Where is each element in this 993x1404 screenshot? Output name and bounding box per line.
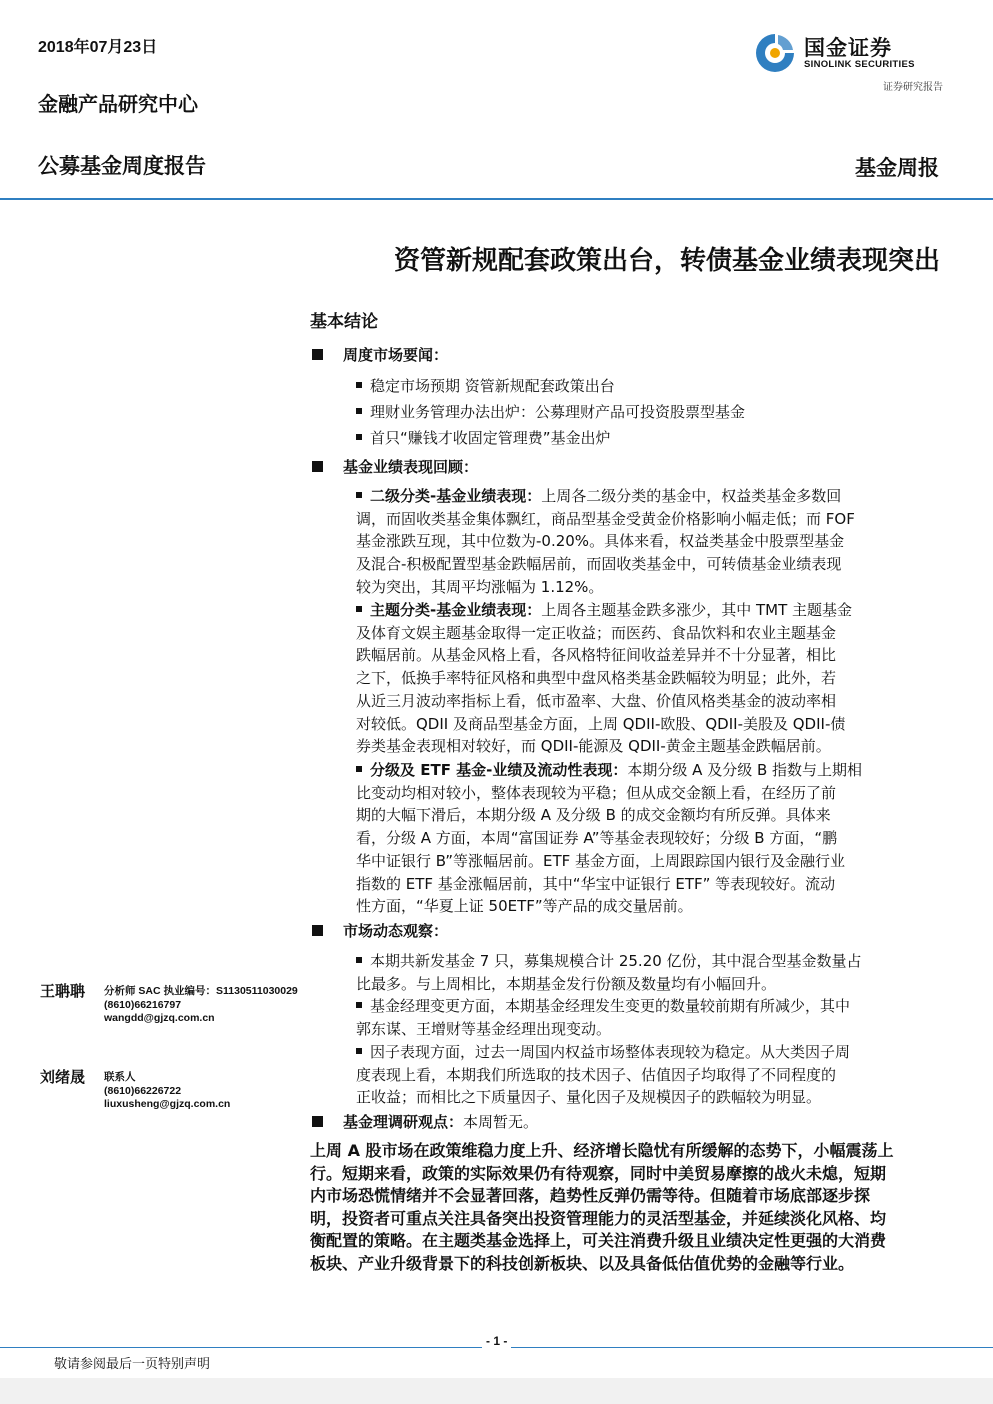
- text-line-content: 上周各主题基金跌多涨少，其中 TMT 主题基金: [541, 601, 853, 619]
- text-line: [356, 1041, 932, 1064]
- section-heading-text: 周度市场要闻：: [343, 346, 449, 364]
- analyst-name: 王聃聃: [40, 982, 86, 1000]
- section-heading: [312, 344, 448, 365]
- paragraph: [356, 1041, 932, 1109]
- list-item: [356, 427, 611, 448]
- text-line: 上周 A 股市场在政策维稳力度上升、经济增长隐忧有所缓解的态势下，小幅震荡上: [310, 1141, 894, 1160]
- text-line: 期的大幅下滑后，本期分级 A 及分级 B 的成交金额均有所反弹。具体来: [356, 806, 831, 825]
- text-line: 指数的 ETF 基金涨幅居前，其中“华宝中证银行 ETF” 等表现较好。流动: [356, 874, 836, 893]
- small-square-bullet-icon: [356, 382, 362, 388]
- square-bullet-icon: [312, 349, 323, 360]
- square-bullet-icon: [312, 1116, 323, 1127]
- list-item: [356, 401, 745, 422]
- section-heading-text: 基金理调研观点：: [343, 1113, 464, 1131]
- text-line: 板块、产业升级背景下的科技创新板块、以及具备低估值优势的金融等行业。: [310, 1253, 855, 1273]
- text-line: 衡配置的策略。在主题类基金选择上，可关注消费升级且业绩决定性更强的大消费: [310, 1231, 887, 1251]
- investment-summary: [310, 1140, 948, 1276]
- text-line: 从近三月波动率指标上看，低市盈率、大盘、价值风格类基金的波动率相: [356, 691, 837, 710]
- small-square-bullet-icon: [356, 434, 362, 440]
- text-line: 行。短期来看，政策的实际效果仍有待观察，同时中美贸易摩擦的战火未熄，短期: [310, 1163, 887, 1183]
- page-number: - 1 -: [482, 1334, 511, 1348]
- paragraph: [356, 759, 932, 918]
- text-line: [356, 485, 932, 508]
- logo-name-cn: 国金证券: [804, 36, 892, 60]
- analyst-name: 刘绪晟: [40, 1068, 86, 1086]
- text-line: 度表现上看，本期我们所选取的技术因子、估值因子均取得了不同程度的: [356, 1065, 837, 1084]
- analyst-contact: [104, 1071, 230, 1112]
- paragraph-lead: 二级分类-基金业绩表现：: [370, 487, 542, 505]
- small-square-bullet-icon: [356, 957, 362, 963]
- paragraph: [356, 950, 932, 995]
- section-heading: [312, 920, 448, 941]
- list-item-text: 稳定市场预期 资管新规配套政策出台: [370, 377, 615, 395]
- text-line: [356, 599, 932, 622]
- analyst-phone: (8610)66216797: [104, 998, 182, 1011]
- conclusion-heading: 基本结论: [310, 312, 378, 332]
- paragraph: [356, 485, 932, 599]
- report-date: 2018年07月23日: [38, 39, 158, 56]
- square-bullet-icon: [312, 461, 323, 472]
- small-square-bullet-icon: [356, 492, 362, 498]
- text-line: 比最多。与上周相比，本期基金发行份额及数量均有小幅回升。: [356, 974, 777, 993]
- analyst-role: 联系人: [104, 1071, 136, 1083]
- section-heading-text: 市场动态观察：: [343, 922, 449, 940]
- text-line-content: 本期共新发基金 7 只，募集规模合计 25.20 亿份，其中混合型基金数量占: [370, 952, 862, 970]
- list-item-text: 首只“赚钱才收固定管理费”基金出炉: [370, 429, 611, 447]
- text-line: [356, 995, 932, 1018]
- list-item-text: 理财业务管理办法出炉：公募理财产品可投资股票型基金: [370, 403, 746, 421]
- analyst-email[interactable]: wangdd@gjzq.com.cn: [104, 1012, 215, 1024]
- analyst-role: 分析师 SAC 执业编号：S1130511030029: [104, 985, 298, 997]
- text-line: 较为突出，其周平均涨幅为 1.12%。: [356, 577, 604, 596]
- text-line: 跌幅居前。从基金风格上看，各风格特征间收益差异并不十分显著，相比: [356, 646, 837, 665]
- text-line: 对较低。QDII 及商品型基金方面，上周 QDII-欧股、QDII-美股及 QDII-债: [356, 714, 846, 733]
- header-divider: [0, 198, 993, 200]
- text-line: 明，投资者可重点关注具备突出投资管理能力的灵活型基金，并延续淡化风格、均: [310, 1208, 887, 1228]
- text-line: 及体育文娱主题基金取得一定正收益；而医药、食品饮料和农业主题基金: [356, 623, 837, 642]
- paragraph-lead: 主题分类-基金业绩表现：: [370, 601, 542, 619]
- small-square-bullet-icon: [356, 1002, 362, 1008]
- text-line: 基金涨跌互现，其中位数为-0.20%。具体来看，权益类基金中股票型基金: [356, 532, 845, 551]
- section-heading: [312, 1111, 538, 1132]
- text-line: 看，分级 A 方面，本周“富国证券 A”等基金表现较好；分级 B 方面，“鹏: [356, 829, 838, 848]
- analyst-phone: (8610)66226722: [104, 1084, 182, 1097]
- section-heading-text: 基金业绩表现回顾：: [343, 458, 479, 476]
- report-category: 基金周报: [855, 156, 939, 180]
- paragraph-lead: 分级及 ETF 基金-业绩及流动性表现：: [370, 761, 628, 779]
- small-square-bullet-icon: [356, 766, 362, 772]
- text-line: 调，而固收类基金集体飘红，商品型基金受黄金价格影响小幅走低；而 FOF: [356, 509, 855, 528]
- analyst-contact: [104, 985, 298, 1026]
- logo-name-en: SINOLINK SECURITIES: [804, 59, 915, 70]
- disclaimer-note: 敬请参阅最后一页特别声明: [54, 1357, 211, 1372]
- section-inline-text: 本周暂无。: [463, 1113, 539, 1131]
- small-square-bullet-icon: [356, 1048, 362, 1054]
- paragraph: [356, 995, 932, 1040]
- text-line: 之下，低换手率特征风格和典型中盘风格类基金跌幅较为明显；此外，若: [356, 669, 837, 688]
- text-line: 性方面，“华夏上证 50ETF”等产品的成交量居前。: [356, 897, 693, 916]
- text-line: 比变动均相对较小，整体表现较为平稳；但从成交金额上看，在经历了前: [356, 783, 837, 802]
- sinolink-logo-icon: [754, 32, 796, 74]
- report-type: 公募基金周度报告: [38, 154, 206, 178]
- footer-band: [0, 1378, 993, 1404]
- text-line-content: 基金经理变更方面，本期基金经理发生变更的数量较前期有所减少，其中: [370, 997, 851, 1015]
- square-bullet-icon: [312, 925, 323, 936]
- report-title: 资管新规配套政策出台，转债基金业绩表现突出: [393, 246, 940, 276]
- text-line: [356, 950, 932, 973]
- small-square-bullet-icon: [356, 606, 362, 612]
- small-square-bullet-icon: [356, 408, 362, 414]
- research-center-name: 金融产品研究中心: [38, 92, 198, 116]
- text-line: 华中证银行 B”等涨幅居前。ETF 基金方面，上周跟踪国内银行及金融行业: [356, 851, 846, 870]
- text-line-content: 上周各二级分类的基金中，权益类基金多数回: [541, 487, 842, 505]
- text-line: 及混合-积极配置型基金跌幅居前，而固收类基金中，可转债基金业绩表现: [356, 555, 842, 574]
- text-line-content: 因子表现方面，过去一周国内权益市场整体表现较为稳定。从大类因子周: [370, 1043, 851, 1061]
- text-line: [356, 759, 932, 782]
- section-heading: [312, 456, 478, 477]
- analyst-email[interactable]: liuxusheng@gjzq.com.cn: [104, 1098, 231, 1110]
- list-item: [356, 375, 615, 396]
- paragraph: [356, 599, 932, 758]
- text-line-content: 本期分级 A 及分级 B 指数与上期相: [627, 761, 863, 779]
- logo-subtitle: 证券研究报告: [883, 82, 943, 93]
- text-line: 郭东谋、王增财等基金经理出现变动。: [356, 1019, 612, 1038]
- text-line: 正收益；而相比之下质量因子、量化因子及规模因子的跌幅较为明显。: [356, 1088, 822, 1107]
- text-line: 券类基金表现相对较好，而 QDII-能源及 QDII-黄金主题基金跌幅居前。: [356, 737, 831, 756]
- text-line: 内市场恐慌情绪并不会显著回落，趋势性反弹仍需等待。但随着市场底部逐步探: [310, 1186, 871, 1206]
